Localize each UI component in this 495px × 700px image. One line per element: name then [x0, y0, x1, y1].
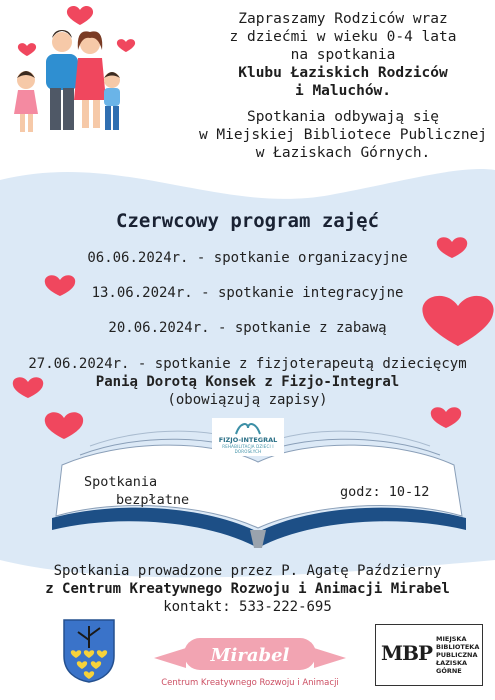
signup-note: (obowiązują zapisy) [167, 392, 328, 408]
fizjo-integral-logo [212, 418, 284, 456]
club-name: i Maluchów. [294, 83, 392, 99]
mbp-library-logo [375, 624, 483, 686]
mirabel-logo [150, 630, 350, 676]
mbp-logo-line: BIBLIOTEKA [436, 643, 480, 651]
intro-line: na spotkania [290, 47, 396, 63]
mbp-logo-name [436, 635, 482, 675]
mbp-logo-line: GÓRNE [436, 667, 462, 675]
program-item: 06.06.2024r. - spotkanie organizacyjne [87, 250, 408, 266]
mbp-logo-line: ŁAZISKA [436, 659, 468, 667]
venue-line: Spotkania odbywają się [246, 109, 440, 125]
mbp-logo-letters: MBP [381, 641, 433, 665]
mirabel-logo-text: Mirabel [210, 645, 290, 666]
intro-line: z dziećmi w wieku 0-4 lata [229, 29, 457, 45]
contact-line: kontakt: 533-222-695 [163, 599, 332, 615]
organizer-center: z Centrum Kreatywnego Rozwoju i Animacji Mirabel [45, 581, 450, 597]
program-title: Czerwcowy program zajęć [115, 210, 380, 232]
mirabel-subtitle: Centrum Kreatywnego Rozwoju i Animacji [161, 678, 339, 688]
footer-text [0, 562, 495, 616]
fizjo-logo-icon [234, 420, 262, 436]
program-item: 27.06.2024r. - spotkanie z fizjoterapeutą dziecięcym [28, 356, 467, 372]
free-label: bezpłatne [116, 492, 190, 508]
venue-line: w Łaziskach Górnych. [255, 145, 431, 161]
hours-label: godz: 10-12 [340, 484, 430, 500]
fizjo-logo-subtitle: REHABILITACJA DZIECI I DOROSŁYCH [222, 444, 274, 454]
coat-of-arms-logo [62, 618, 116, 684]
intro-line: Zapraszamy Rodziców wraz [238, 11, 448, 27]
mbp-logo-line: PUBLICZNA [436, 651, 478, 659]
mbp-logo-line: MIEJSKA [436, 635, 467, 643]
program-item: 20.06.2024r. - spotkanie z zabawą [108, 320, 387, 336]
fizjo-logo-name: FIZJO-INTEGRAL [218, 436, 278, 444]
venue-line: w Miejskiej Bibliotece Publicznej [198, 127, 488, 143]
club-name: Klubu Łaziskich Rodziców [238, 65, 448, 81]
free-label: Spotkania [84, 474, 158, 490]
organizer-line: Spotkania prowadzone przez P. Agatę Październy [53, 563, 442, 579]
presenter-line: Panią Dorotą Konsek z Fizjo-Integral [95, 374, 400, 390]
program-item: 13.06.2024r. - spotkanie integracyjne [91, 285, 404, 301]
